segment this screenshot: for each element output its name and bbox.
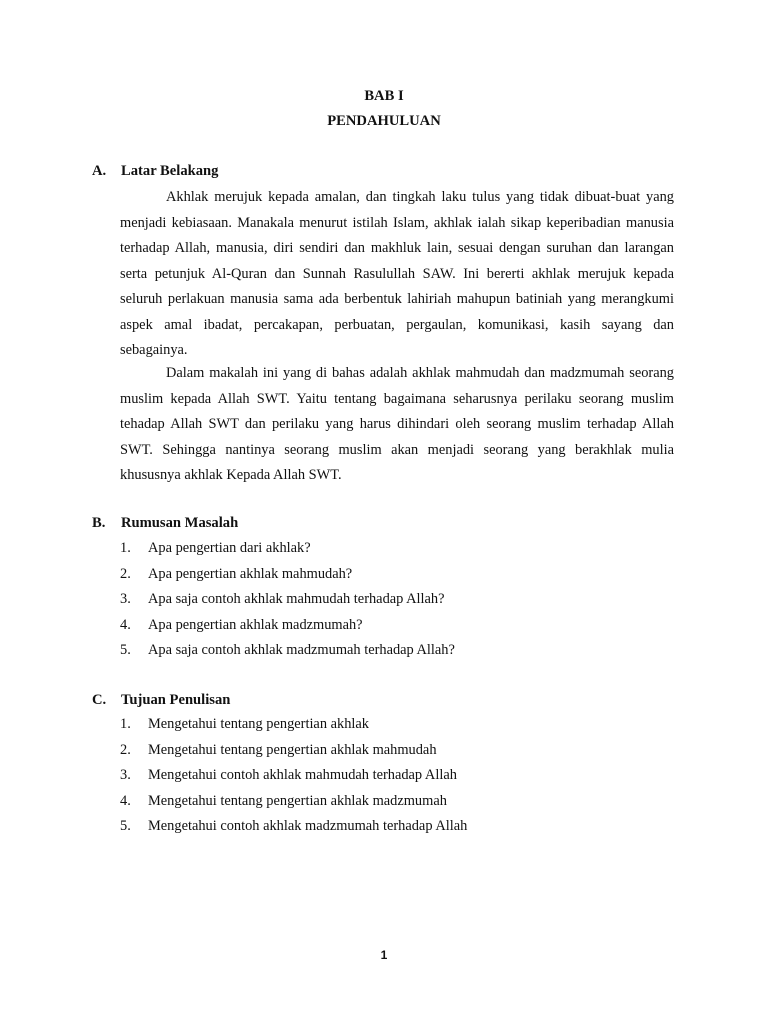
paragraph-2 — [120, 361, 674, 489]
section-title: Rumusan Masalah — [121, 515, 239, 531]
list-item — [120, 712, 467, 738]
list-item — [120, 814, 467, 840]
list-text: Mengetahui tentang pengertian akhlak — [148, 716, 369, 732]
list-text: Mengetahui tentang pengertian akhlak mahmudah — [148, 741, 437, 758]
chapter-number: BAB I — [364, 88, 404, 104]
section-title: Tujuan Penulisan — [121, 692, 231, 708]
list-number: 1. — [120, 716, 131, 732]
list-text: Mengetahui tentang pengertian akhlak madzmumah — [148, 792, 447, 809]
rumusan-masalah-list — [120, 536, 455, 664]
list-item — [120, 638, 455, 664]
list-item — [120, 613, 455, 639]
list-item — [120, 536, 455, 562]
list-text: Mengetahui contoh akhlak madzmumah terhadap Allah — [148, 818, 468, 834]
list-item — [120, 562, 455, 588]
list-item — [120, 587, 455, 613]
list-text: Apa saja contoh akhlak mahmudah terhadap Allah? — [148, 591, 445, 607]
list-number: 2. — [120, 741, 131, 758]
tujuan-penulisan-list — [120, 712, 467, 840]
section-letter: B. — [92, 515, 106, 531]
list-number: 4. — [120, 792, 131, 809]
paragraph-1 — [120, 185, 674, 364]
list-text: Apa pengertian dari akhlak? — [148, 540, 311, 556]
section-letter: C. — [92, 692, 107, 708]
section-title: Latar Belakang — [121, 163, 219, 179]
section-heading-tujuan-penulisan — [92, 692, 230, 709]
list-number: 2. — [120, 565, 131, 582]
list-text: Apa saja contoh akhlak madzmumah terhadap Allah? — [148, 642, 455, 658]
list-number: 1. — [120, 540, 131, 556]
paragraph-text: Akhlak merujuk kepada amalan, dan tingkah laku tulus yang tidak dibuat-buat yang menjadi kebiasaan. Manakala menurut istilah Islam, akhlak ialah sikap keperibadian manusia terhadap Allah, manusia, diri sendiri dan makhluk lain, sesuai dengan suruhan dan larangan serta petunjuk Al-Quran dan Sunnah Rasulullah SAW. Ini bererti akhlak merujuk kepada seluruh perlakuan manusia sama ada berbentuk lahiriah mahupun batiniah yang merangkumi aspek amal ibadat, percakapan, perbuatan, pergaulan, komunikasi, kasih sayang dan sebagainya. — [120, 189, 674, 358]
section-heading-rumusan-masalah — [92, 515, 238, 532]
list-text: Apa pengertian akhlak mahmudah? — [148, 565, 353, 582]
section-letter: A. — [92, 163, 107, 179]
list-text: Apa pengertian akhlak madzmumah? — [148, 616, 363, 633]
section-heading-latar-belakang — [92, 163, 218, 180]
list-item — [120, 763, 467, 789]
list-number: 5. — [120, 818, 131, 834]
list-number: 3. — [120, 591, 131, 607]
page-number: 1 — [380, 948, 388, 962]
list-number: 5. — [120, 642, 131, 658]
chapter-title: PENDAHULUAN — [327, 113, 441, 129]
list-number: 3. — [120, 767, 131, 783]
list-number: 4. — [120, 616, 131, 633]
list-text: Mengetahui contoh akhlak mahmudah terhadap Allah — [148, 767, 457, 783]
list-item — [120, 738, 467, 764]
paragraph-text: Dalam makalah ini yang di bahas adalah akhlak mahmudah dan madzmumah seorang muslim kepada Allah SWT. Yaitu tentang bagaimana seharusnya perilaku seorang muslim tehadap Allah SWT dan perilaku yang harus dihindari oleh seorang muslim terhadap Allah SWT. Sehingga nantinya seorang muslim akan menjadi seorang yang berakhlak mulia khususnya akhlak Kepada Allah SWT. — [120, 365, 674, 483]
list-item — [120, 789, 467, 815]
